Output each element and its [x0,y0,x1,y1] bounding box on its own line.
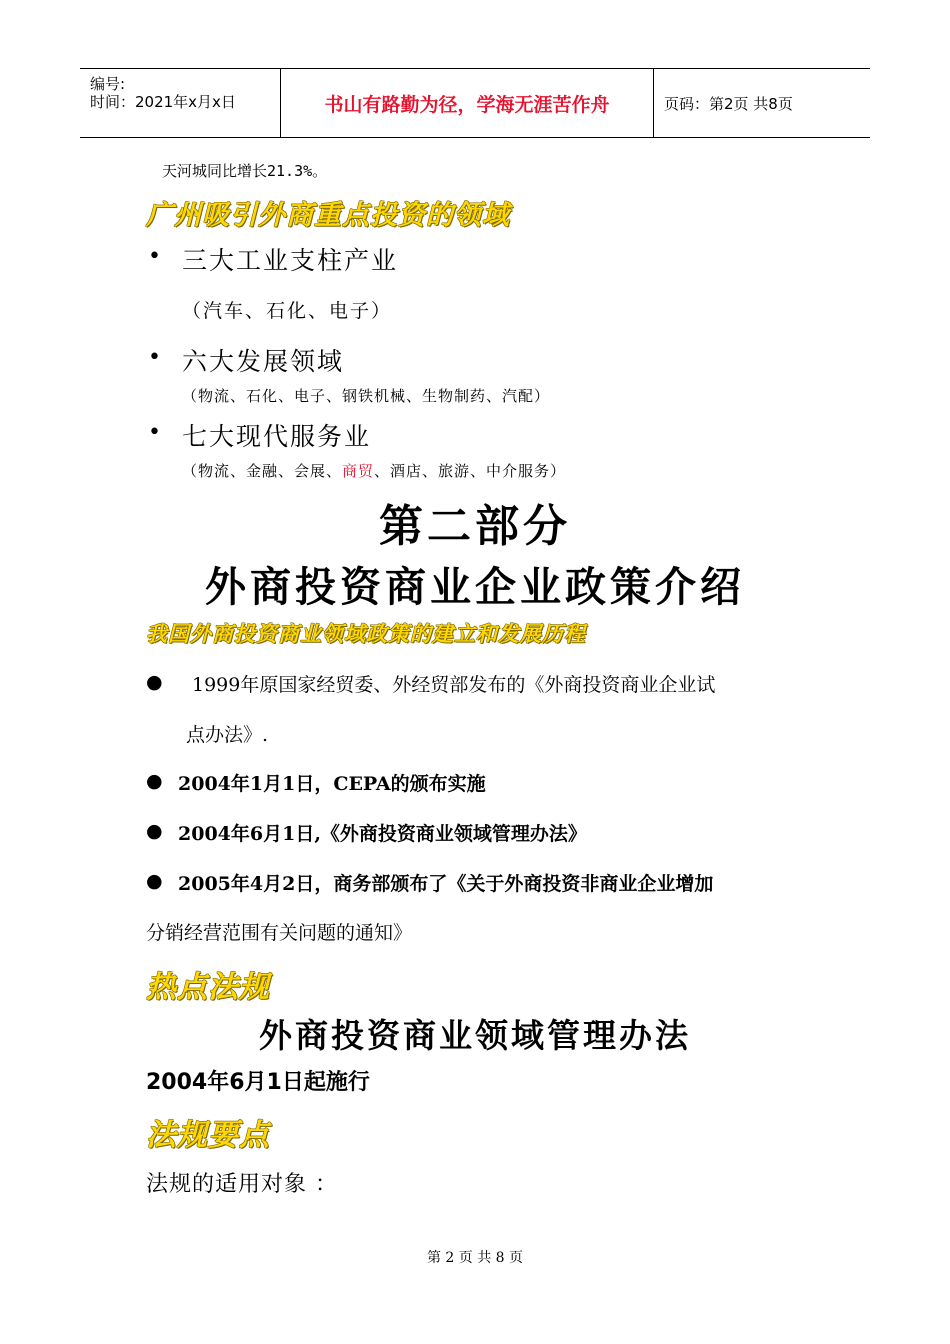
bullet-icon: ● [146,820,163,842]
history-item: 2005年4月2日，商务部颁布了《关于外商投资非商业企业增加 [178,873,714,895]
history-item: 2004年1月1日，CEPA的颁布实施 [178,773,486,795]
regulation-title: 外商投资商业领域管理办法 [259,1016,691,1055]
part-subtitle: 外商投资商业企业政策介绍 [205,563,745,611]
document-time-label: 时间：2021年x月x日 [90,93,236,111]
effective-date: 2004年6月1日起施行 [146,1070,370,1095]
bullet-icon: ● [146,671,163,693]
document-number-label: 编号: [90,75,126,93]
item-detail [182,460,566,481]
history-item: 2004年6月1日,《外商投资商业领域管理办法》 [178,823,587,845]
document-header [80,68,870,138]
item-title: 七大现代服务业 [182,422,372,451]
scope-label: 法规的适用对象 ： [146,1172,338,1197]
history-heading: 我国外商投资商业领域政策的建立和发展历程 [146,621,586,646]
bullet-icon: ● [146,770,163,792]
invest-fields-heading: 广州吸引外商重点投资的领域 [146,200,510,231]
intro-line: 天河城同比增长21.3%。 [162,162,328,180]
history-item-continuation: 分销经营范围有关问题的通知》 [146,922,413,944]
page-footer: 第 2 页 共 8 页 [426,1250,524,1266]
hot-regulation-heading: 热点法规 [146,970,270,1005]
header-motto-cell [281,69,654,137]
item-detail-highlight: 商贸 [342,462,375,480]
header-page-label: 页码：第2页 共8页 [664,94,793,113]
item-detail-after: 、酒店、旅游、中介服务） [374,462,567,480]
header-motto: 书山有路勤为径，学海无涯苦作舟 [324,93,610,116]
item-detail: （汽车、石化、电子） [182,300,393,322]
bullet-icon: • [148,420,161,445]
item-title: 六大发展领域 [182,347,345,376]
key-points-heading: 法规要点 [146,1118,270,1153]
part-title: 第二部分 [379,501,571,552]
header-info-cell [80,69,281,137]
item-detail: （物流、石化、电子、钢铁机械、生物制药、汽配） [182,387,551,405]
bullet-icon: • [148,345,161,370]
history-item: 1999年原国家经贸委、外经贸部发布的《外商投资商业企业试 [192,674,716,696]
header-page-cell [654,69,870,137]
history-item-continuation: 点办法》. [186,724,269,746]
item-title: 三大工业支柱产业 [182,246,399,275]
bullet-icon: ● [146,870,163,892]
item-detail-before: （物流、金融、会展、 [182,462,343,480]
bullet-icon: • [148,244,161,269]
